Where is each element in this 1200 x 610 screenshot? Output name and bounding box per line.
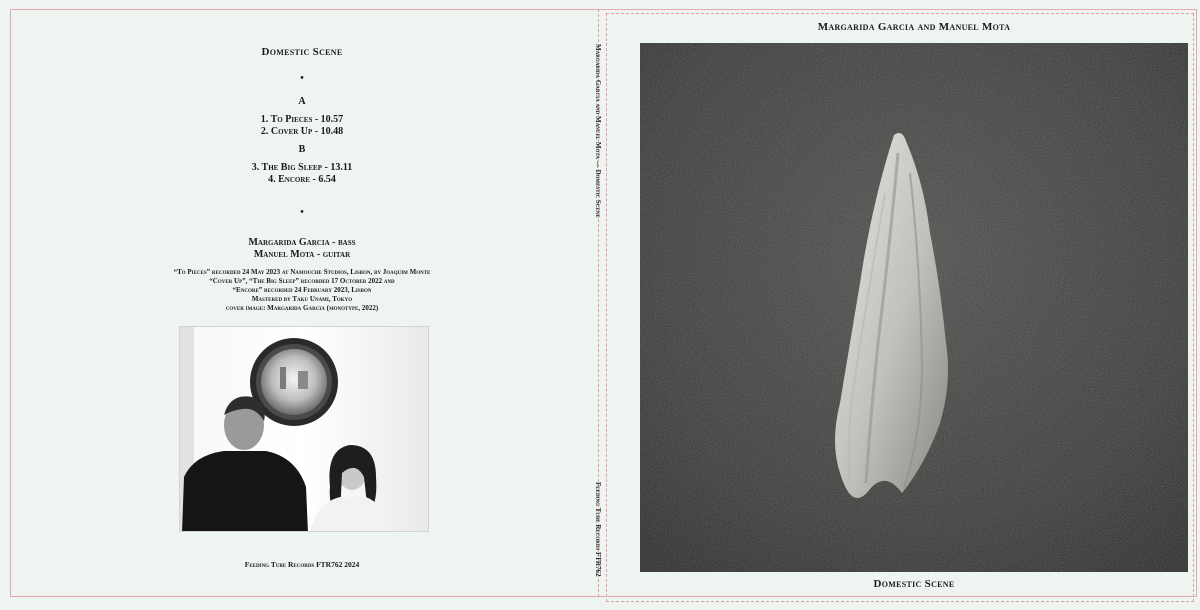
side-a-label: A [298,96,306,107]
cover-artwork [640,43,1188,572]
musician-2: Manuel Mota - guitar [253,249,351,260]
credit-line-4: Mastered by Taku Unami, Tokyo [251,295,353,303]
band-photo [179,326,429,532]
label-catalog-line: Feeding Tube Records FTR762 2024 [244,560,360,569]
separator-dot: • [300,73,304,84]
cover-artwork-image [640,43,1188,572]
band-photo-image [180,327,429,532]
track-1: 1. To Pieces - 10.57 [260,114,344,125]
spine-top-text: Margarida Garcia and Manuel Mota — Domestic Scene [594,44,602,218]
front-cover-artist: Margarida Garcia and Manuel Mota [817,21,1011,33]
track-2: 2. Cover Up - 10.48 [260,126,344,137]
track-3: 3. The Big Sleep - 13.11 [251,162,353,173]
credit-line-1: “To Pieces” recorded 24 May 2023 at Namouche Studios, Lisbon, by Joaquim Monte [173,268,431,276]
front-cover-title: Domestic Scene [873,578,955,590]
spine-bottom-text: Feeding Tube Records FTR762 [594,482,602,577]
separator-dot-2: • [300,207,304,218]
side-b-label: B [298,144,306,155]
credit-line-2: “Cover Up”, “The Big Sleep” recorded 17 October 2022 and [209,277,395,285]
musician-1: Margarida Garcia - bass [248,237,356,248]
credit-line-3: “Encore” recorded 24 February 2023, Lisbon [232,286,372,294]
back-cover-title: Domestic Scene [261,46,343,58]
track-4: 4. Encore - 6.54 [268,174,336,185]
credit-line-5: cover image: Margarida Garcia (monotype, 2022) [225,304,379,312]
